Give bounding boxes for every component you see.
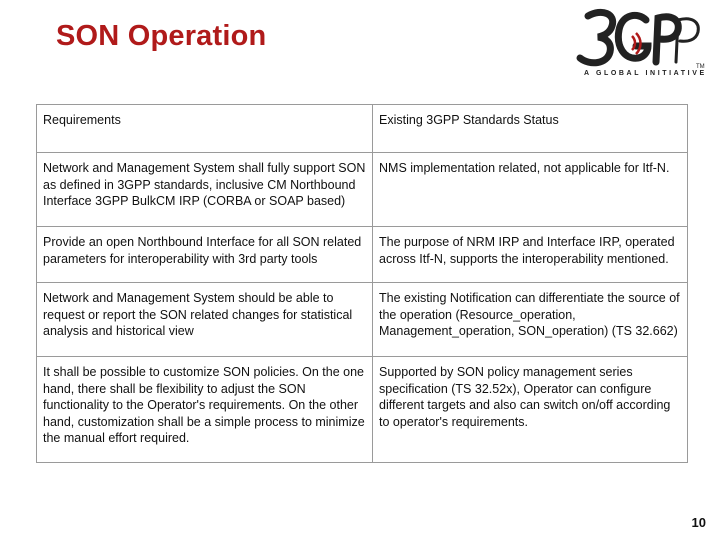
table-row: [37, 227, 688, 283]
trademark-mark: TM: [696, 64, 705, 70]
status-cell: The purpose of NRM IRP and Interface IRP, operated across Itf-N, supports the interoperability mentioned.: [373, 227, 688, 283]
table-header-row: [37, 105, 688, 153]
requirement-cell: It shall be possible to customize SON policies. On the one hand, there shall be flexibility to adjust the SON functionality to the Operator's requirements. On the other hand, customization shall be a simple process to minimize the manual effort required.: [37, 357, 373, 463]
table-row: [37, 153, 688, 227]
page-number: 10: [691, 515, 706, 530]
table-row: [37, 283, 688, 357]
status-cell: NMS implementation related, not applicable for Itf-N.: [373, 153, 688, 227]
logo-tagline: A GLOBAL INITIATIVE: [584, 70, 707, 77]
page-title: SON Operation: [56, 20, 267, 52]
requirement-cell: Network and Management System shall fully support SON as defined in 3GPP standards, inclusive CM Northbound Interface 3GPP BulkCM IRP (CORBA or SOAP based): [37, 153, 373, 227]
table-row: [37, 357, 688, 463]
requirements-table: [36, 104, 688, 463]
requirement-cell: Provide an open Northbound Interface for all SON related parameters for interoperability with 3rd party tools: [37, 227, 373, 283]
requirement-cell: Network and Management System should be able to request or report the SON related changes for statistical analysis and historical view: [37, 283, 373, 357]
status-cell: The existing Notification can differentiate the source of the operation (Resource_operation, Management_operation, SON_operation) (TS 32.662): [373, 283, 688, 357]
header-standards-status: Existing 3GPP Standards Status: [373, 105, 688, 153]
header-requirements: Requirements: [37, 105, 373, 153]
status-cell: Supported by SON policy management series specification (TS 32.52x), Operator can configure different targets and also can switch on/off according to operator's requirements.: [373, 357, 688, 463]
